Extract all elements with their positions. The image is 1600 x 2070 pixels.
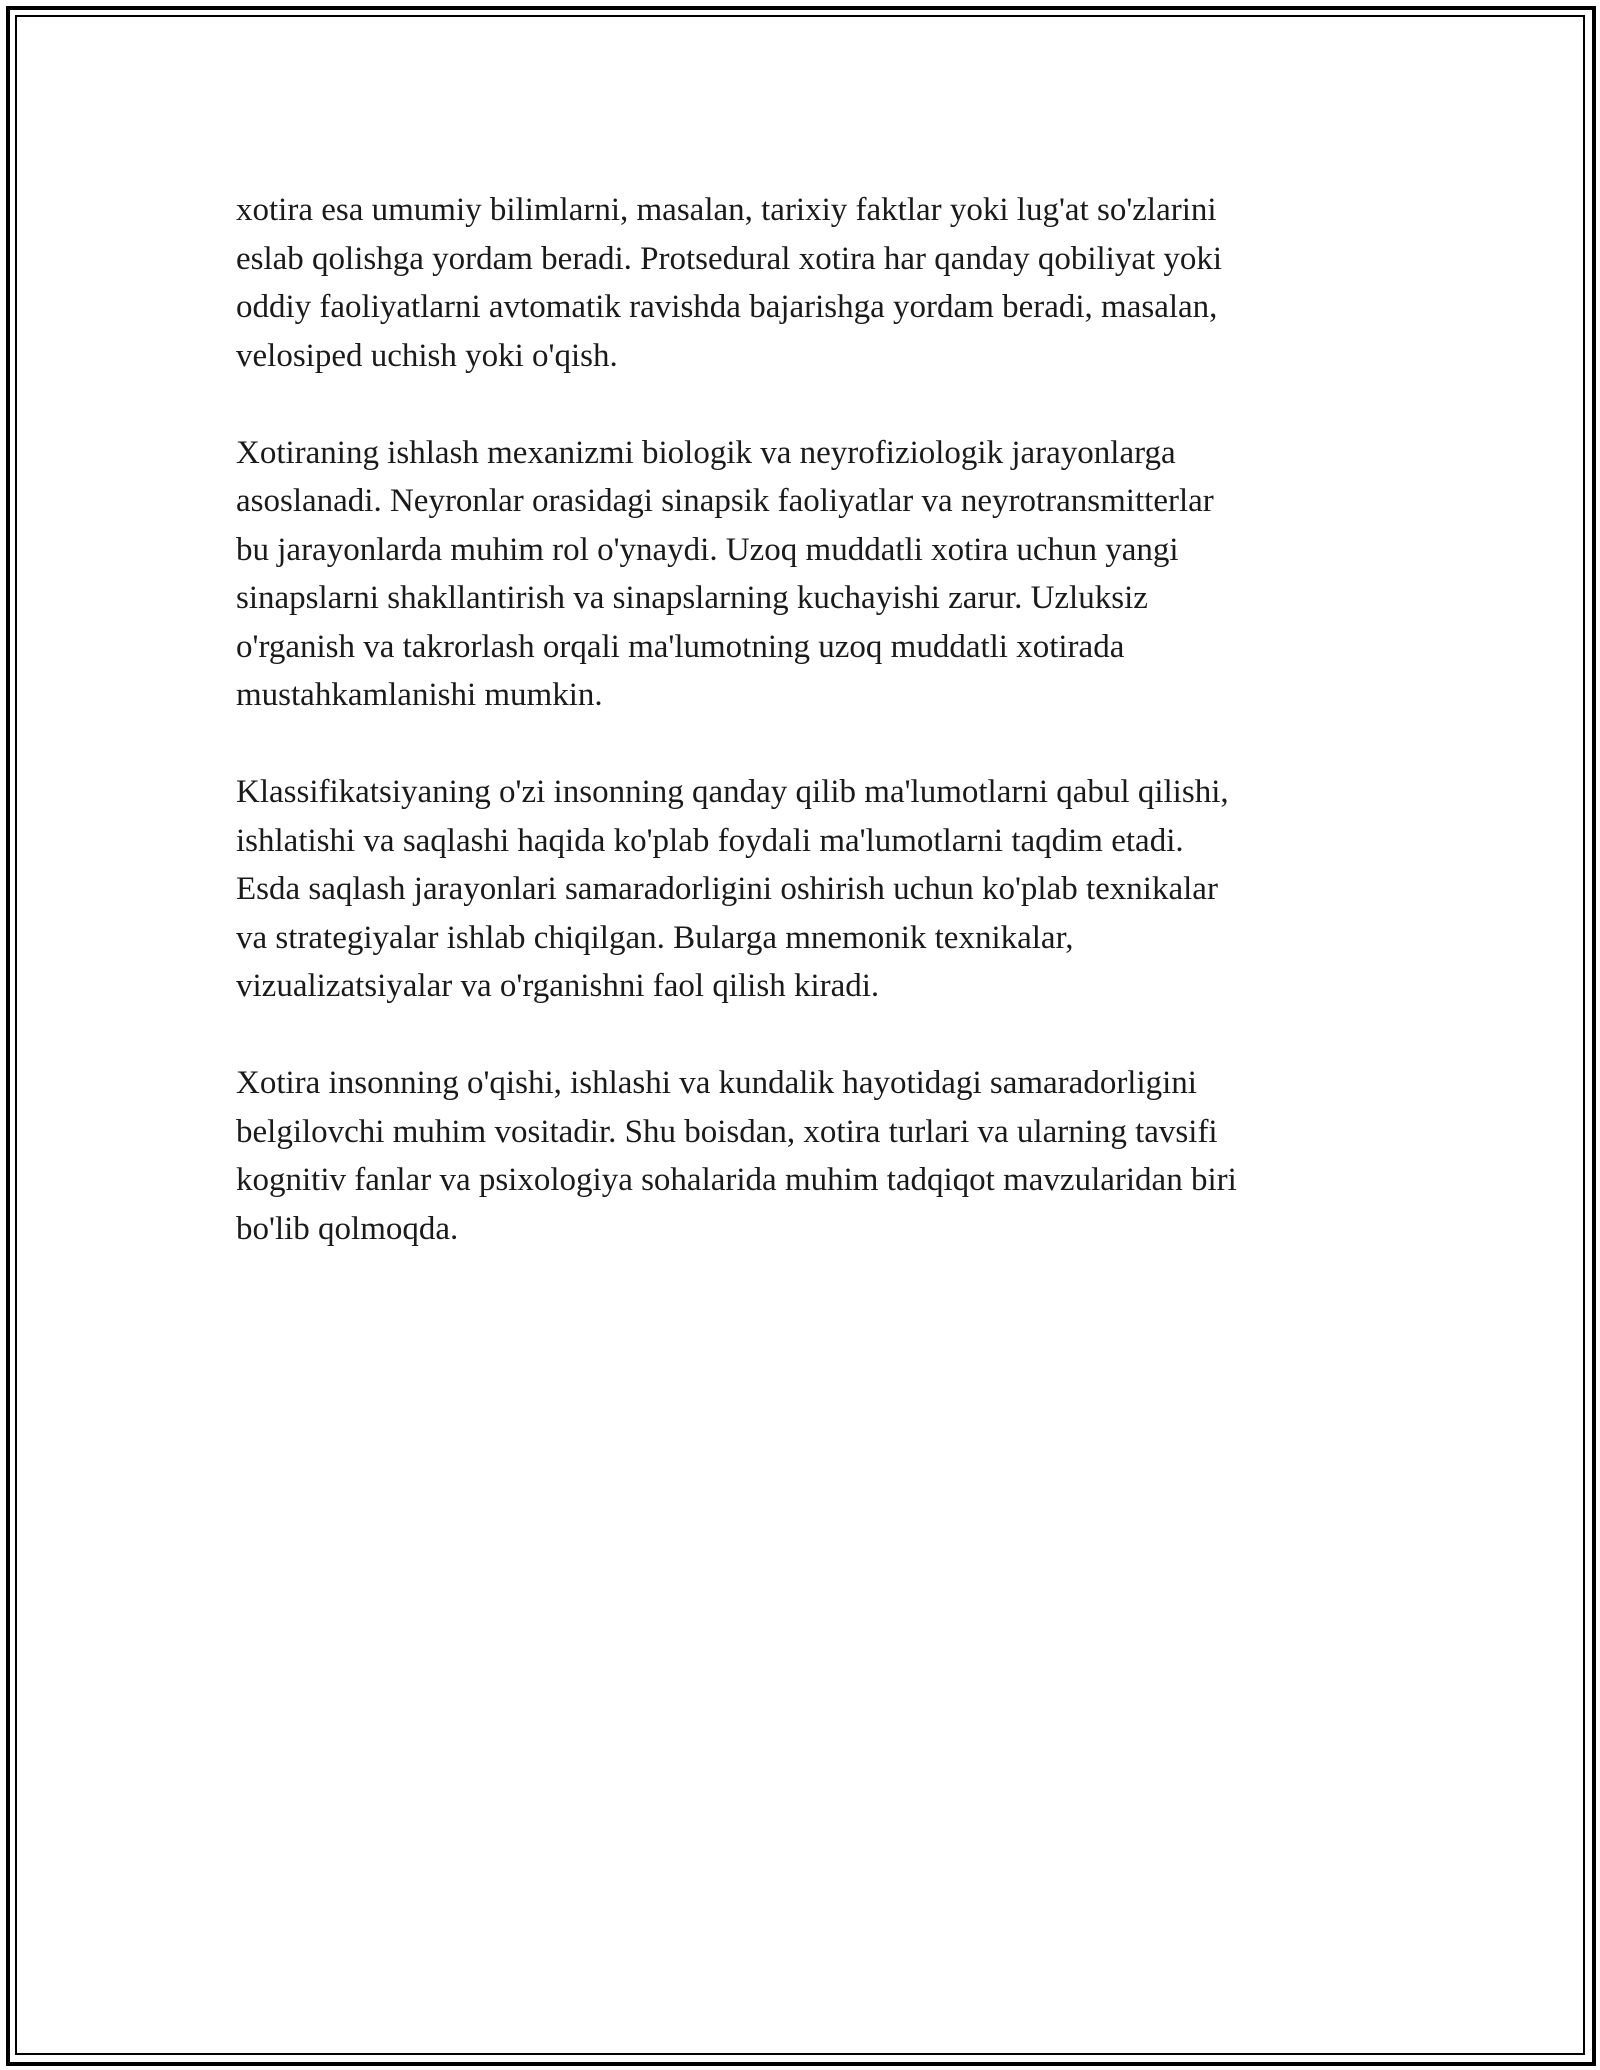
text-line: velosiped uchish yoki o'qish. xyxy=(236,337,618,374)
paragraph-1 xyxy=(236,186,1366,380)
paragraph-2 xyxy=(236,429,1366,720)
text-line: belgilovchi muhim vositadir. Shu boisdan, xotira turlari va ularning tavsifi xyxy=(236,1113,1218,1150)
text-line: sinapslarni shakllantirish va sinapslarning kuchayishi zarur. Uzluksiz xyxy=(236,580,1148,616)
text-line: Esda saqlash jarayonlari samaradorligini oshirish uchun ko'plab texnikalar xyxy=(236,871,1218,907)
text-line: ishlatishi va saqlashi haqida ko'plab foydali ma'lumotlarni taqdim etadi. xyxy=(236,822,1184,859)
text-line: Xotiraning ishlash mexanizmi biologik va neyrofiziologik jarayonlarga xyxy=(236,434,1176,471)
text-line: kognitiv fanlar va psixologiya sohalarida muhim tadqiqot mavzularidan biri xyxy=(236,1162,1237,1198)
document-body xyxy=(236,186,1366,1302)
text-line: Klassifikatsiyaning o'zi insonning qanday qilib ma'lumotlarni qabul qilishi, xyxy=(236,774,1229,810)
text-line: Xotira insonning o'qishi, ishlashi va kundalik hayotidagi samaradorligini xyxy=(236,1065,1197,1101)
paragraph-4 xyxy=(236,1059,1366,1253)
text-line: eslab qolishga yordam beradi. Protsedural xotira har qanday qobiliyat yoki xyxy=(236,240,1223,277)
text-line: o'rganish va takrorlash orqali ma'lumotning uzoq muddatli xotirada xyxy=(236,628,1125,665)
text-line: asoslanadi. Neyronlar orasidagi sinapsik faoliyatlar va neyrotransmitterlar xyxy=(236,483,1214,519)
text-line: mustahkamlanishi mumkin. xyxy=(236,677,603,713)
text-line: bu jarayonlarda muhim rol o'ynaydi. Uzoq muddatli xotira uchun yangi xyxy=(236,531,1179,568)
paragraph-3 xyxy=(236,768,1366,1011)
text-line: vizualizatsiyalar va o'rganishni faol qilish kiradi. xyxy=(236,968,880,1004)
text-line: va strategiyalar ishlab chiqilgan. Bularga mnemonik texnikalar, xyxy=(236,919,1074,956)
text-line: oddiy faoliyatlarni avtomatik ravishda bajarishga yordam beradi, masalan, xyxy=(236,289,1218,325)
text-line: xotira esa umumiy bilimlarni, masalan, tarixiy faktlar yoki lug'at so'zlarini xyxy=(236,192,1217,228)
text-line: bo'lib qolmoqda. xyxy=(236,1210,459,1247)
